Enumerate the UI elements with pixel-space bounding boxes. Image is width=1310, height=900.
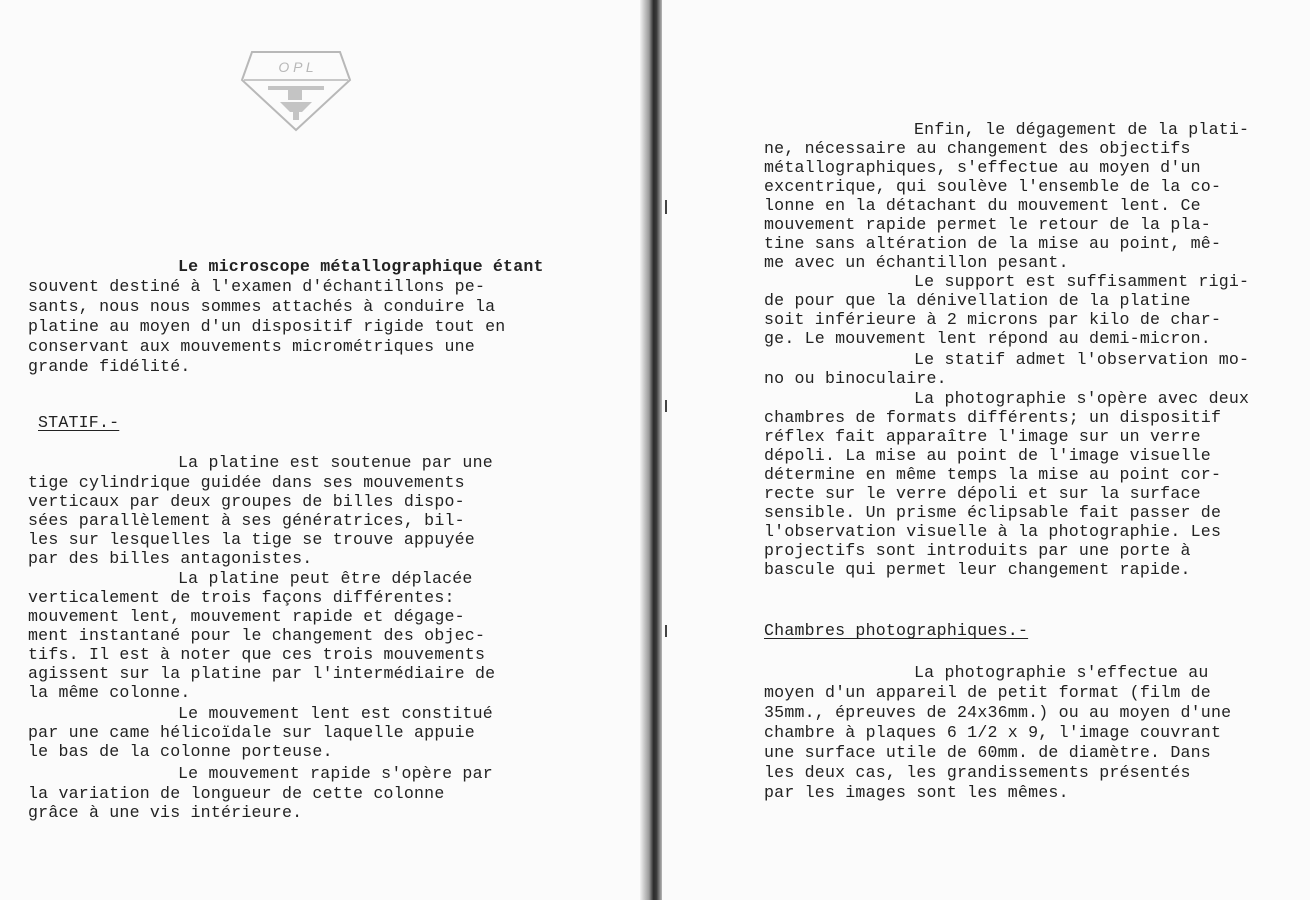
right-line-13: Le statif admet l'observation mo- — [914, 350, 1250, 369]
statif-line-2: tige cylindrique guidée dans ses mouvements — [28, 473, 465, 492]
intro-line-1: Le microscope métallographique étant — [178, 257, 544, 276]
statif-line-19: grâce à une vis intérieure. — [28, 803, 303, 822]
chambres-line-1: La photographie s'effectue au — [914, 663, 1209, 682]
statif-line-5: les sur lesquelles la tige se trouve appuyée — [28, 530, 475, 549]
right-line-4: excentrique, qui soulève l'ensemble de la co- — [764, 177, 1222, 196]
statif-line-17: Le mouvement rapide s'opère par — [178, 764, 493, 783]
right-line-5: lonne en la détachant du mouvement lent. Ce — [764, 196, 1201, 215]
statif-line-9: mouvement lent, mouvement rapide et dégage- — [28, 607, 465, 626]
right-line-19: détermine en même temps la mise au point cor- — [764, 465, 1222, 484]
intro-line-6: grande fidélité. — [28, 357, 191, 376]
right-line-18: dépoli. La mise au point de l'image visuelle — [764, 446, 1211, 465]
left-page — [0, 0, 648, 900]
statif-line-15: par une came hélicoïdale sur laquelle appuie — [28, 723, 475, 742]
statif-line-6: par des billes antagonistes. — [28, 549, 313, 568]
statif-line-14: Le mouvement lent est constitué — [178, 704, 493, 723]
binding-mark — [665, 400, 667, 412]
intro-line-2: souvent destiné à l'examen d'échantillons pe- — [28, 277, 486, 296]
intro-line-3: sants, nous nous sommes attachés à conduire la — [28, 297, 496, 316]
statif-line-7: La platine peut être déplacée — [178, 569, 473, 588]
binding-mark — [665, 200, 667, 214]
chambres-line-4: chambre à plaques 6 1/2 x 9, l'image couvrant — [764, 723, 1222, 742]
statif-heading: STATIF.- — [38, 413, 120, 432]
statif-line-4: sées parallèlement à ses génératrices, bil- — [28, 511, 465, 530]
opl-logo — [240, 50, 352, 132]
right-line-8: me avec un échantillon pesant. — [764, 253, 1069, 272]
right-line-12: ge. Le mouvement lent répond au demi-micron. — [764, 329, 1211, 348]
chambres-line-7: par les images sont les mêmes. — [764, 783, 1069, 802]
chambres-heading: Chambres photographiques.- — [764, 621, 1029, 640]
statif-line-13: la même colonne. — [28, 683, 191, 702]
right-line-6: mouvement rapide permet le retour de la pla- — [764, 215, 1211, 234]
statif-line-8: verticalement de trois façons différentes: — [28, 588, 455, 607]
statif-line-16: le bas de la colonne porteuse. — [28, 742, 333, 761]
logo-text: O P L — [278, 59, 314, 75]
right-line-9: Le support est suffisamment rigi- — [914, 272, 1250, 291]
right-line-21: sensible. Un prisme éclipsable fait passer de — [764, 503, 1222, 522]
right-line-16: chambres de formats différents; un dispositif — [764, 408, 1222, 427]
statif-line-11: tifs. Il est à noter que ces trois mouvements — [28, 645, 486, 664]
statif-line-18: la variation de longueur de cette colonne — [28, 784, 445, 803]
intro-line-4: platine au moyen d'un dispositif rigide tout en — [28, 317, 506, 336]
right-line-11: soit inférieure à 2 microns par kilo de char- — [764, 310, 1222, 329]
statif-line-12: agissent sur la platine par l'intermédiaire de — [28, 664, 496, 683]
intro-line-5: conservant aux mouvements micrométriques une — [28, 337, 475, 356]
right-page — [662, 0, 1310, 900]
right-line-14: no ou binoculaire. — [764, 369, 947, 388]
chambres-line-3: 35mm., épreuves de 24x36mm.) ou au moyen d'une — [764, 703, 1232, 722]
chambres-line-6: les deux cas, les grandissements présentés — [764, 763, 1191, 782]
right-line-23: projectifs sont introduits par une porte à — [764, 541, 1191, 560]
right-line-10: de pour que la dénivellation de la platine — [764, 291, 1191, 310]
right-line-17: réflex fait apparaître l'image sur un verre — [764, 427, 1201, 446]
statif-line-1: La platine est soutenue par une — [178, 453, 493, 472]
right-line-1: Enfin, le dégagement de la plati- — [914, 120, 1250, 139]
right-line-7: tine sans altération de la mise au point, mê- — [764, 234, 1222, 253]
right-line-15: La photographie s'opère avec deux — [914, 389, 1250, 408]
binding-mark — [665, 625, 667, 637]
chambres-line-2: moyen d'un appareil de petit format (film de — [764, 683, 1211, 702]
right-line-3: métallographiques, s'effectue au moyen d'un — [764, 158, 1201, 177]
statif-line-10: ment instantané pour le changement des objec- — [28, 626, 486, 645]
right-line-20: recte sur le verre dépoli et sur la surface — [764, 484, 1201, 503]
chambres-line-5: une surface utile de 60mm. de diamètre. Dans — [764, 743, 1211, 762]
right-line-2: ne, nécessaire au changement des objectifs — [764, 139, 1191, 158]
statif-line-3: verticaux par deux groupes de billes dispo- — [28, 492, 465, 511]
right-line-24: bascule qui permet leur changement rapide. — [764, 560, 1191, 579]
right-line-22: l'observation visuelle à la photographie. Les — [764, 522, 1222, 541]
